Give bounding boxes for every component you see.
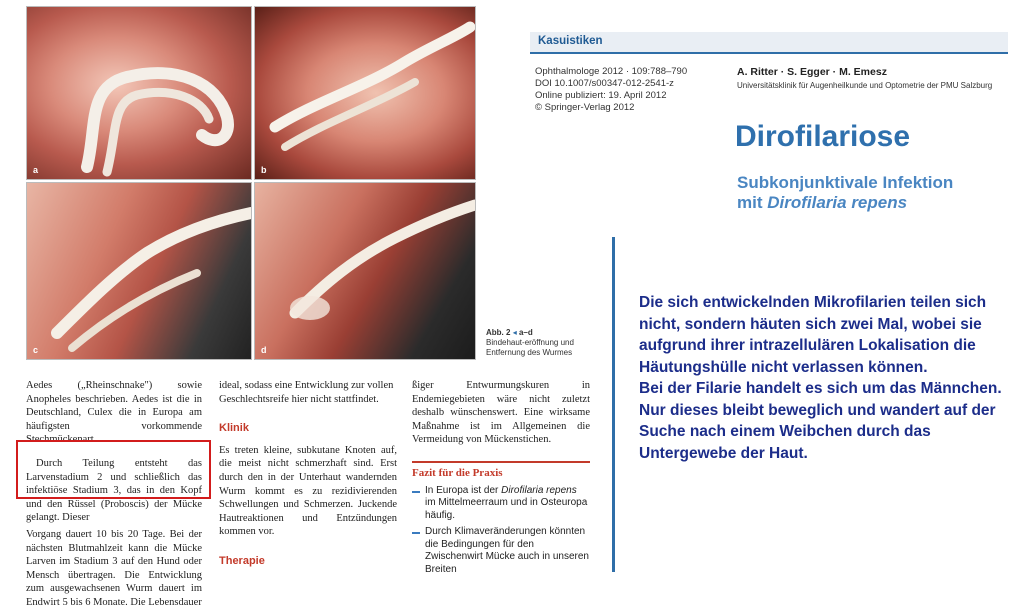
panel-label: b <box>261 165 267 175</box>
worm-image <box>255 183 475 359</box>
meta-copyright: © Springer-Verlag 2012 <box>535 102 635 113</box>
paragraph-highlighted: Durch Teilung entsteht das Larvenstadium 2 und schließlich das infektiöse Stadium 3, das in den Kopf und den Rüssel (Proboscis) der Mücke gelangt. Dieser <box>26 457 202 524</box>
figure-panel-c <box>26 182 252 360</box>
paragraph: ßiger Entwurmungskuren in Endemiegebieten wäre nicht zuletzt deshalb wünschenswert. Eine wirksame Maßnahme ist im Allgemeinen die Vermeidung von Mückenstichen. <box>412 380 590 446</box>
bullet-text: In Europa ist der <box>425 484 502 496</box>
article-meta <box>535 66 687 114</box>
figure-panel-d <box>254 182 476 360</box>
vertical-divider <box>612 237 615 572</box>
bullet-dash-icon <box>412 532 420 534</box>
panel-label: a <box>33 165 39 175</box>
caption-label: Abb. 2 <box>486 328 511 337</box>
annotation-note <box>639 292 1019 464</box>
paragraph: Aedes („Rheinschnake") sowie Anopheles beschrieben. Aedes ist die in Deutschland, Culex die in Europa am häufigsten vorkommende Stechmückenart. <box>26 380 202 446</box>
meta-online: Online publiziert: 19. April 2012 <box>535 90 667 101</box>
meta-doi: DOI 10.1007/s00347-012-2541-z <box>535 78 674 89</box>
authors-block <box>737 66 992 90</box>
panel-label: d <box>261 345 267 355</box>
highlight-box <box>16 440 211 499</box>
figure-panel-a <box>26 6 252 180</box>
bullet-text-italic: Dirofilaria repens <box>501 484 577 496</box>
meta-journal: Ophthalmologe 2012 · 109:788–790 <box>535 66 688 77</box>
author-names: A. Ritter · S. Egger · M. Emesz <box>737 66 887 78</box>
text-column-3 <box>412 379 590 576</box>
bullet-item <box>412 485 590 523</box>
worm-image <box>27 183 251 359</box>
section-heading-klinik: Klinik <box>219 422 249 435</box>
bullet-dash-icon <box>412 491 420 493</box>
worm-image <box>27 7 251 179</box>
figure-panel-b <box>254 6 476 180</box>
paragraph: Es treten kleine, subkutane Knoten auf, die meist nicht schmerzhaft sind. Erst durch den in der Unterhaut wandernden Wurm kommt es zu rezidivierenden Schwellungen und Schmerzen. Juckende Hautreaktionen und Entzündungen kommen vor. <box>219 444 397 538</box>
subtitle-line: mit <box>737 193 768 212</box>
paragraph: Vorgang dauert 10 bis 20 Tage. Bei der nächsten Blutmahlzeit kann die Mücke Larven im Stadium 3 auf den Hund oder Mensch übertragen. Die Entwicklung zum ausgewachsenen Wurm dauert im Endwirt 5 bis 6 Monate. Die Lebensdauer <box>26 528 202 608</box>
section-label: Kasuistiken <box>538 35 603 47</box>
worm-image <box>255 7 475 179</box>
subtitle-line: Subkonjunktivale Infektion <box>737 173 954 192</box>
bullet-item <box>412 526 590 576</box>
author-affiliation: Universitätsklinik für Augenheilkunde und Optometrie der PMU Salzburg <box>737 81 993 90</box>
panel-label: c <box>33 345 39 355</box>
text-column-2 <box>219 379 397 573</box>
caption-text: Bindehaut-eröffnung und Entfernung des Wurmes <box>486 338 574 357</box>
caption-range: a–d <box>518 328 533 337</box>
note-paragraph: Bei der Filarie handelt es sich um das Männchen. Nur dieses bleibt beweglich und wandert auf der Suche nach einem Weibchen durch das Untergewebe der Haut. <box>639 380 1002 462</box>
section-heading-therapie: Therapie <box>219 554 265 567</box>
figure-caption <box>486 328 576 358</box>
bullet-text: Durch Klimaveränderungen könnten die Bedingungen für den Zwischenwirt Mücke auch in unseren Breiten <box>425 526 589 575</box>
caption-arrow: ◂ <box>512 328 517 337</box>
section-header-bar <box>530 32 1008 54</box>
bullet-text: im Mittelmeerraum und in Osteuropa häufig. <box>425 497 588 521</box>
article-subtitle <box>737 173 953 213</box>
note-paragraph: Die sich entwickelnden Mikrofilarien teilen sich nicht, sondern häuten sich zwei Mal, wobei sie aufgrund ihrer intrazellulären Lokalisation die Häutungshülle nicht verlassen können. <box>639 294 987 376</box>
fazit-heading: Fazit für die Praxis <box>412 461 590 481</box>
article-title: Dirofilariose <box>735 120 911 153</box>
paragraph: ideal, sodass eine Entwicklung zur vollen Geschlechtsreife hier nicht stattfindet. <box>219 380 394 405</box>
subtitle-italic: Dirofilaria repens <box>767 193 908 212</box>
